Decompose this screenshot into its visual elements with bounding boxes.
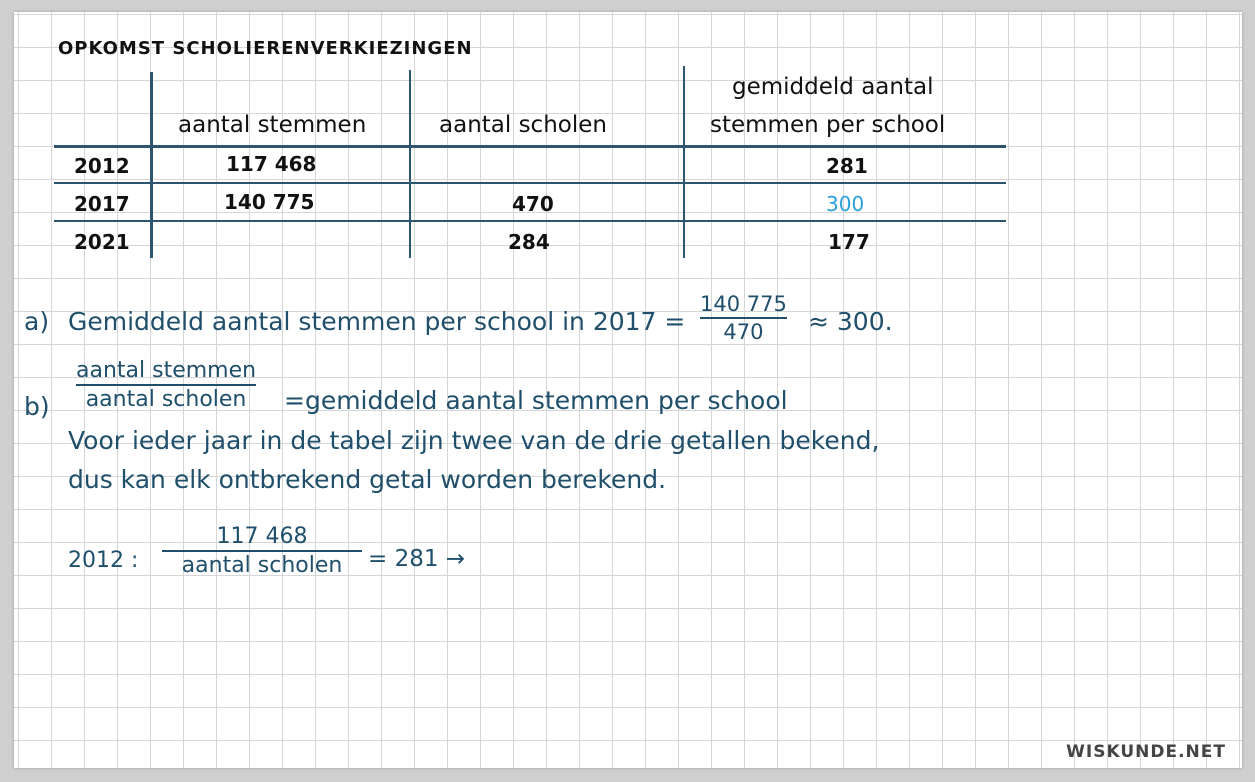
cell-stemmen: 140 775 — [224, 190, 315, 214]
row-year: 2012 — [74, 154, 130, 178]
fraction-numerator: 140 775 — [700, 292, 787, 316]
fraction-bar — [162, 550, 362, 552]
table-title: OPKOMST SCHOLIERENVERKIEZINGEN — [58, 38, 473, 59]
fraction-bar — [76, 384, 256, 386]
fraction-bar — [700, 317, 787, 319]
row-year: 2021 — [74, 230, 130, 254]
table-col-divider-1 — [150, 72, 153, 258]
answer-a-fraction — [700, 292, 787, 344]
row-year: 2017 — [74, 192, 130, 216]
header-aantal-scholen: aantal scholen — [439, 112, 607, 138]
answer-a-text: Gemiddeld aantal stemmen per school in 2017 = — [68, 307, 686, 336]
cell-gemiddeld: 281 — [826, 154, 868, 178]
header-gemiddeld-line2: stemmen per school — [710, 112, 946, 138]
answer-b-line2: dus kan elk ontbrekend getal worden berekend. — [68, 465, 667, 494]
table-row-rule-2 — [54, 220, 1006, 222]
answer-b-fraction — [76, 358, 256, 412]
fraction-denominator: aantal scholen — [85, 387, 247, 412]
answer-a-label: a) — [24, 307, 50, 336]
cell-gemiddeld: 177 — [828, 230, 870, 254]
fraction-denominator: 470 — [723, 320, 764, 344]
table-col-divider-3 — [683, 66, 685, 258]
header-gemiddeld-line1: gemiddeld aantal — [732, 74, 934, 100]
calc-result: = 281 → — [368, 546, 466, 572]
answer-b-equation: =gemiddeld aantal stemmen per school — [284, 386, 788, 415]
cell-gemiddeld-highlight: 300 — [826, 192, 865, 216]
fraction-denominator: aantal scholen — [181, 553, 343, 578]
calc-year: 2012 : — [68, 548, 139, 573]
header-aantal-stemmen: aantal stemmen — [178, 112, 367, 138]
grid-paper — [14, 12, 1242, 768]
cell-scholen: 470 — [512, 192, 554, 216]
table-row-rule-1 — [54, 182, 1006, 184]
fraction-numerator: aantal stemmen — [76, 358, 257, 383]
cell-scholen: 284 — [508, 230, 550, 254]
cell-stemmen: 117 468 — [226, 152, 317, 176]
wiskunde-logo: WISKUNDE.NET — [1066, 742, 1226, 762]
calc-fraction — [162, 524, 362, 578]
table-header-rule — [54, 145, 1006, 148]
answer-b-label: b) — [24, 392, 50, 421]
answer-b-line1: Voor ieder jaar in de tabel zijn twee van de drie getallen bekend, — [68, 426, 880, 455]
table-col-divider-2 — [409, 70, 411, 258]
fraction-numerator: 117 468 — [216, 524, 308, 549]
answer-a-result: ≈ 300. — [808, 307, 893, 336]
